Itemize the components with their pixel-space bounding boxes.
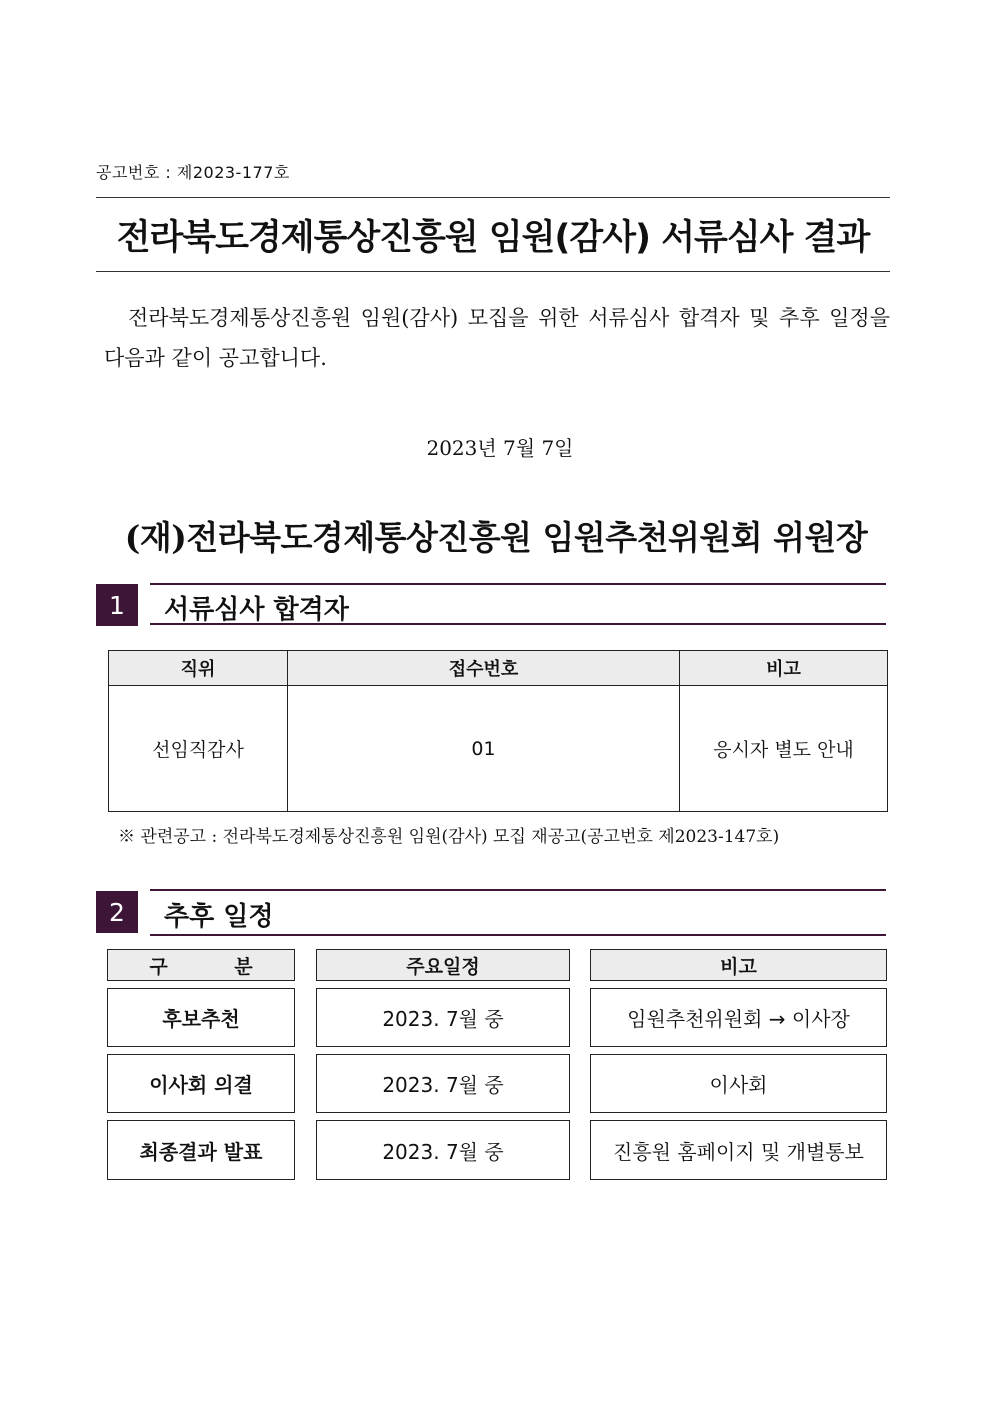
column-header-remarks: 비고 bbox=[680, 651, 888, 686]
schedule-header-remarks: 비고 bbox=[590, 949, 887, 981]
schedule-row-3-date: 2023. 7월 중 bbox=[316, 1120, 570, 1180]
schedule-header-schedule: 주요일정 bbox=[316, 949, 570, 981]
related-notice-note: ※ 관련공고 : 전라북도경제통상진흥원 임원(감사) 모집 재공고(공고번호 제2023-147호) bbox=[118, 827, 780, 847]
schedule-row-2-date: 2023. 7월 중 bbox=[316, 1054, 570, 1113]
section-2-number: 2 bbox=[96, 891, 138, 933]
schedule-row-3-item: 최종결과 발표 bbox=[107, 1120, 295, 1180]
cell-position: 선임직감사 bbox=[109, 686, 288, 812]
schedule-row-3-remarks: 진흥원 홈페이지 및 개별통보 bbox=[590, 1120, 887, 1180]
column-header-position: 직위 bbox=[109, 651, 288, 686]
section-2-top-line bbox=[150, 889, 886, 891]
schedule-row-2-remarks: 이사회 bbox=[590, 1054, 887, 1113]
title-top-rule bbox=[96, 197, 890, 198]
notice-number: 공고번호 : 제2023-177호 bbox=[96, 163, 290, 182]
cell-remarks: 응시자 별도 안내 bbox=[680, 686, 888, 812]
issuer-name: (재)전라북도경제통상진흥원 임원추천위원회 위원장 bbox=[124, 518, 868, 557]
table-row bbox=[109, 686, 888, 812]
section-1-number: 1 bbox=[96, 584, 138, 626]
intro-text: 전라북도경제통상진흥원 임원(감사) 모집을 위한 서류심사 합격자 및 추후 일정을 다음과 같이 공고합니다. bbox=[104, 306, 890, 370]
schedule-row-2-item: 이사회 의결 bbox=[107, 1054, 295, 1113]
cell-receipt-number: 01 bbox=[288, 686, 680, 812]
section-2-bottom-line bbox=[150, 934, 886, 936]
intro-paragraph bbox=[104, 298, 890, 378]
column-header-receipt-number: 접수번호 bbox=[288, 651, 680, 686]
announcement-date: 2023년 7월 7일 bbox=[426, 436, 574, 460]
section-1-top-line bbox=[150, 583, 886, 585]
section-2-title: 추후 일정 bbox=[164, 902, 274, 932]
passers-table bbox=[108, 650, 888, 812]
table-header-row bbox=[109, 651, 888, 686]
schedule-header-category bbox=[107, 949, 295, 981]
schedule-header-category-text: 구 분 bbox=[149, 955, 283, 978]
title-bottom-rule bbox=[96, 271, 890, 272]
schedule-row-1-date: 2023. 7월 중 bbox=[316, 988, 570, 1047]
schedule-row-1-remarks: 임원추천위원회 → 이사장 bbox=[590, 988, 887, 1047]
page-title: 전라북도경제통상진흥원 임원(감사) 서류심사 결과 bbox=[116, 218, 870, 258]
section-1-title: 서류심사 합격자 bbox=[164, 595, 349, 625]
schedule-row-1-item: 후보추천 bbox=[107, 988, 295, 1047]
